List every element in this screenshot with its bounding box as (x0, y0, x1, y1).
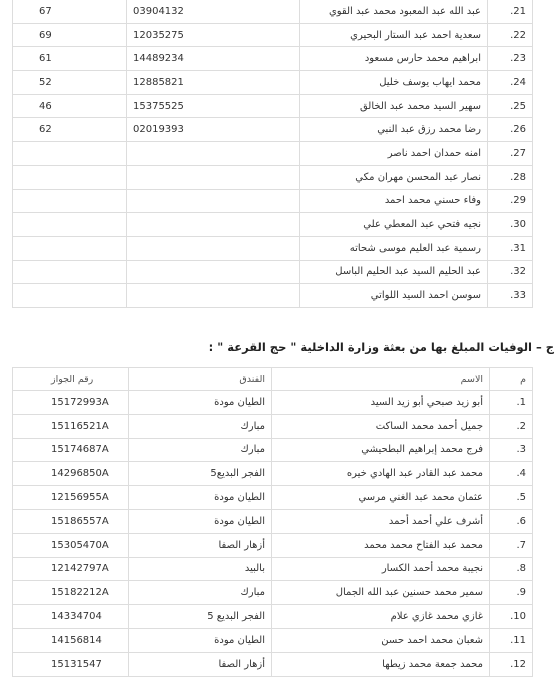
table-row (13, 391, 533, 415)
row-number: 10. (490, 605, 533, 629)
person-name: عبد الحليم السيد عبد الحليم الباسل (300, 260, 488, 284)
row-number: 31. (488, 236, 533, 260)
pilgrims-contact-table-body (13, 0, 533, 307)
row-number: 5. (490, 486, 533, 510)
hotel-name: الطيان مودة (129, 391, 272, 415)
person-name: عبد الله عبد المعبود محمد عبد القوي (300, 0, 488, 23)
table-row (13, 533, 533, 557)
table-row (13, 236, 533, 260)
table-row (13, 605, 533, 629)
person-name: نجيبة محمد أحمد الكسار (272, 557, 490, 581)
id-number (127, 142, 300, 166)
table-row (13, 581, 533, 605)
row-number: 1. (490, 391, 533, 415)
table-row (13, 118, 533, 142)
table-row (13, 0, 533, 23)
passport-number: 15131547 (13, 652, 129, 676)
table-row (13, 462, 533, 486)
row-number: 27. (488, 142, 533, 166)
id-number: 02019393 (127, 118, 300, 142)
passport-number: 15186557A (13, 509, 129, 533)
row-number: 25. (488, 94, 533, 118)
row-number: 21. (488, 0, 533, 23)
deaths-table (12, 367, 533, 677)
passport-number: 14296850A (13, 462, 129, 486)
id-number (127, 236, 300, 260)
person-name: وفاء حسني محمد احمد (300, 189, 488, 213)
passport-number: 15174687A (13, 438, 129, 462)
person-name: ابراهيم محمد حارس مسعود (300, 47, 488, 71)
passport-number: 12156955A (13, 486, 129, 510)
person-name: سعدية احمد عبد الستار البحيري (300, 23, 488, 47)
id-number (127, 284, 300, 308)
table-row (13, 23, 533, 47)
row-number: 26. (488, 118, 533, 142)
person-name: امنه حمدان احمد ناصر (300, 142, 488, 166)
row-number: 2. (490, 414, 533, 438)
person-name: سمير محمد حسنين عبد الله الجمال (272, 581, 490, 605)
header-hotel: الفندق (129, 368, 272, 391)
age (13, 236, 127, 260)
deaths-table-header-row (13, 368, 533, 391)
row-number: 33. (488, 284, 533, 308)
deaths-table-body (13, 391, 533, 677)
passport-number: 15116521A (13, 414, 129, 438)
row-number: 3. (490, 438, 533, 462)
person-name: محمد عبد القادر عبد الهادي خيره (272, 462, 490, 486)
row-number: 7. (490, 533, 533, 557)
person-name: سهير السيد محمد عبد الخالق (300, 94, 488, 118)
table-row (13, 165, 533, 189)
hotel-name: أزهار الصفا (129, 652, 272, 676)
age: 62 (13, 118, 127, 142)
passport-number: 15182212A (13, 581, 129, 605)
row-number: 30. (488, 213, 533, 237)
person-name: عثمان محمد عبد الغني مرسي (272, 486, 490, 510)
table-row (13, 189, 533, 213)
age (13, 142, 127, 166)
row-number: 24. (488, 71, 533, 95)
hotel-name: مبارك (129, 581, 272, 605)
id-number: 15375525 (127, 94, 300, 118)
id-number (127, 189, 300, 213)
person-name: رسمية عبد العليم موسى شحاته (300, 236, 488, 260)
id-number: 12035275 (127, 23, 300, 47)
row-number: 4. (490, 462, 533, 486)
person-name: نصار عبد المحسن مهران مكي (300, 165, 488, 189)
hotel-name: الطيان مودة (129, 509, 272, 533)
age (13, 189, 127, 213)
person-name: شعبان محمد احمد حسن (272, 628, 490, 652)
row-number: 6. (490, 509, 533, 533)
hotel-name: الفجر البديع 5 (129, 605, 272, 629)
row-number: 23. (488, 47, 533, 71)
age: 46 (13, 94, 127, 118)
age: 52 (13, 71, 127, 95)
table-row (13, 557, 533, 581)
passport-number: 15172993A (13, 391, 129, 415)
row-number: 9. (490, 581, 533, 605)
table-row (13, 142, 533, 166)
age (13, 213, 127, 237)
row-number: 8. (490, 557, 533, 581)
row-number: 29. (488, 189, 533, 213)
table-row (13, 628, 533, 652)
hotel-name: مبارك (129, 414, 272, 438)
row-number: 22. (488, 23, 533, 47)
id-number: 03904132 (127, 0, 300, 23)
deaths-section-heading: ج – الوفيات المبلغ بها من بعثة وزارة الداخلية " حج القرعة " : (208, 340, 554, 354)
header-passport: رقم الجواز (13, 368, 129, 391)
row-number: 12. (490, 652, 533, 676)
age (13, 165, 127, 189)
id-number: 14489234 (127, 47, 300, 71)
pilgrims-contact-table (12, 0, 533, 308)
header-number: م (490, 368, 533, 391)
id-number (127, 260, 300, 284)
person-name: أشرف علي أحمد أحمد (272, 509, 490, 533)
table-row (13, 509, 533, 533)
table-row (13, 486, 533, 510)
age (13, 284, 127, 308)
table-row (13, 284, 533, 308)
table-row (13, 438, 533, 462)
person-name: رضا محمد رزق عبد النبي (300, 118, 488, 142)
hotel-name: أزهار الصفا (129, 533, 272, 557)
person-name: فرج محمد إبراهيم البطحيشي (272, 438, 490, 462)
row-number: 11. (490, 628, 533, 652)
table-row (13, 47, 533, 71)
passport-number: 14156814 (13, 628, 129, 652)
passport-number: 15305470A (13, 533, 129, 557)
table-row (13, 652, 533, 676)
row-number: 28. (488, 165, 533, 189)
person-name: نجيه فتحي عبد المعطي علي (300, 213, 488, 237)
hotel-name: الطيان مودة (129, 486, 272, 510)
person-name: محمد ايهاب يوسف خليل (300, 71, 488, 95)
age (13, 260, 127, 284)
hotel-name: بالبيد (129, 557, 272, 581)
table-row (13, 414, 533, 438)
person-name: محمد عبد الفتاح محمد محمد (272, 533, 490, 557)
table-row (13, 71, 533, 95)
id-number (127, 165, 300, 189)
passport-number: 14334704 (13, 605, 129, 629)
person-name: محمد جمعة محمد زيطها (272, 652, 490, 676)
hotel-name: مبارك (129, 438, 272, 462)
row-number: 32. (488, 260, 533, 284)
person-name: غازي محمد غازي علام (272, 605, 490, 629)
id-number: 12885821 (127, 71, 300, 95)
table-row (13, 260, 533, 284)
header-name: الاسم (272, 368, 490, 391)
age: 67 (13, 0, 127, 23)
table-row (13, 213, 533, 237)
age: 69 (13, 23, 127, 47)
person-name: جميل أحمد محمد الساكت (272, 414, 490, 438)
person-name: أبو زيد صبحي أبو زيد السيد (272, 391, 490, 415)
table-row (13, 94, 533, 118)
hotel-name: الطيان مودة (129, 628, 272, 652)
hotel-name: الفجر البديع5 (129, 462, 272, 486)
person-name: سوسن احمد السيد اللواتي (300, 284, 488, 308)
id-number (127, 213, 300, 237)
passport-number: 12142797A (13, 557, 129, 581)
age: 61 (13, 47, 127, 71)
